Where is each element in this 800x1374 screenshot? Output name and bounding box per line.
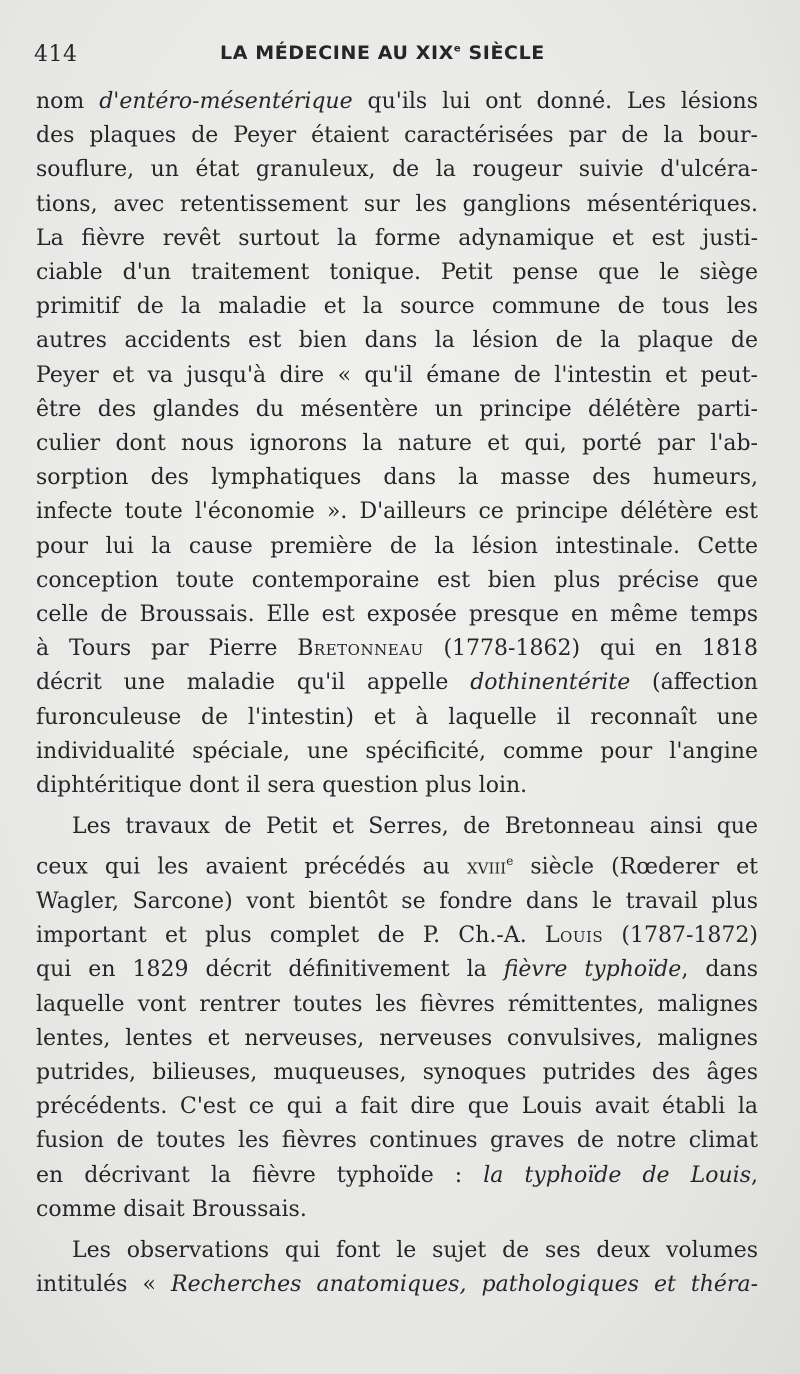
text-span: qu'ils lui ont donné. Les lésions bbox=[352, 89, 758, 114]
text-line: des plaques de Peyer étaient caractérisées par de la bour- bbox=[36, 123, 758, 149]
text-line: autres accidents est bien dans la lésion de la plaque de bbox=[36, 328, 758, 354]
running-title-text: LA MÉDECINE AU XIX bbox=[220, 42, 454, 64]
text-line: Wagler, Sarcone) vont bientôt se fondre dans le travail plus bbox=[36, 889, 758, 914]
text-line: précédents. C'est ce qui a fait dire que Louis avait établi la bbox=[36, 1094, 758, 1120]
running-title bbox=[220, 42, 545, 64]
text-span: important et plus complet de P. Ch.-A. bbox=[36, 923, 545, 949]
text-line: sorption des lymphatiques dans la masse des humeurs, bbox=[36, 465, 758, 491]
page-header bbox=[34, 38, 764, 68]
text-line bbox=[36, 844, 758, 885]
text-line: Les travaux de Petit et Serres, de Bretonneau ainsi que bbox=[72, 814, 758, 840]
paragraph-3 bbox=[36, 1234, 758, 1302]
text-line bbox=[36, 1159, 758, 1193]
superscript: e bbox=[506, 854, 514, 869]
text-line: conception toute contemporaine est bien plus précise que bbox=[36, 567, 758, 593]
text-line: furonculeuse de l'intestin) et à laquelle il reconnaît une bbox=[36, 704, 758, 730]
text-line bbox=[36, 1268, 758, 1302]
author-name: Bretonneau bbox=[297, 636, 424, 662]
italic-term: dothinentérite bbox=[470, 670, 631, 696]
text-line: primitif de la maladie et la source commune de tous les bbox=[36, 294, 758, 320]
text-span: (1778-1862) qui en 1818 bbox=[423, 636, 758, 662]
text-line: souflure, un état granuleux, de la rougeur suivie d'ulcéra- bbox=[36, 157, 758, 183]
text-span: intitulés « bbox=[36, 1272, 172, 1298]
text-span: (affection bbox=[630, 670, 758, 696]
text-line: La fièvre revêt surtout la forme adynamique et est justi- bbox=[36, 225, 758, 251]
running-title-superscript: e bbox=[453, 43, 462, 55]
body-text bbox=[36, 85, 758, 1302]
text-line: être des glandes du mésentère un principe délétère parti- bbox=[36, 396, 758, 422]
text-line: fusion de toutes les fièvres continues graves de notre climat bbox=[36, 1128, 758, 1154]
text-line: tions, avec retentissement sur les ganglions mésentériques. bbox=[36, 191, 758, 217]
text-span: à Tours par Pierre bbox=[36, 636, 298, 662]
page-number: 414 bbox=[34, 42, 78, 67]
text-span: siècle (Rœderer et bbox=[513, 854, 758, 880]
text-span: , bbox=[750, 1162, 758, 1188]
text-line bbox=[36, 953, 758, 987]
text-line: ciable d'un traitement tonique. Petit pense que le siège bbox=[36, 260, 758, 286]
italic-term: la typhoïde de Louis bbox=[483, 1162, 751, 1188]
text-line: laquelle vont rentrer toutes les fièvres rémittentes, malignes bbox=[36, 991, 758, 1017]
text-line: infecte toute l'économie ». D'ailleurs ce principe délétère est bbox=[36, 499, 758, 525]
text-line bbox=[36, 666, 758, 700]
italic-term: d'entéro-mésentérique bbox=[99, 89, 353, 114]
text-line bbox=[36, 85, 758, 119]
text-span: en décrivant la fièvre typhoïde : bbox=[36, 1162, 484, 1188]
paragraph-2 bbox=[36, 810, 758, 1227]
text-span: ceux qui les avaient précédés au bbox=[36, 854, 467, 880]
author-name: Louis bbox=[544, 923, 604, 949]
text-span: (1787-1872) bbox=[603, 923, 758, 949]
text-span: , dans bbox=[681, 957, 758, 983]
text-line: Les observations qui font le sujet de ses deux volumes bbox=[72, 1238, 758, 1264]
text-line: lentes, lentes et nerveuses, nerveuses convulsives, malignes bbox=[36, 1025, 758, 1051]
text-line bbox=[36, 919, 758, 953]
text-line: putrides, bilieuses, muqueuses, synoques putrides des âges bbox=[36, 1060, 758, 1086]
text-span: décrit une maladie qu'il appelle bbox=[36, 670, 471, 696]
century-numeral: xviii bbox=[466, 854, 507, 880]
text-line: Peyer et va jusqu'à dire « qu'il émane de l'intestin et peut- bbox=[36, 362, 758, 388]
text-line: individualité spéciale, une spécificité, comme pour l'angine bbox=[36, 738, 758, 764]
text-line: diphtéritique dont il sera question plus loin. bbox=[36, 773, 528, 799]
italic-term: Recherches anatomiques, pathologiques et théra- bbox=[171, 1272, 758, 1298]
text-line: culier dont nous ignorons la nature et qui, porté par l'ab- bbox=[36, 431, 758, 457]
text-span: nom bbox=[36, 89, 100, 114]
text-line: comme disait Broussais. bbox=[36, 1196, 307, 1222]
text-line bbox=[36, 632, 758, 666]
running-title-end: SIÈCLE bbox=[461, 42, 545, 64]
italic-term: fièvre typhoïde bbox=[503, 957, 682, 983]
text-line: celle de Broussais. Elle est exposée presque en même temps bbox=[36, 602, 758, 628]
paragraph-1 bbox=[36, 85, 758, 803]
text-line: pour lui la cause première de la lésion intestinale. Cette bbox=[36, 533, 758, 559]
text-span: qui en 1829 décrit définitivement la bbox=[36, 957, 504, 983]
